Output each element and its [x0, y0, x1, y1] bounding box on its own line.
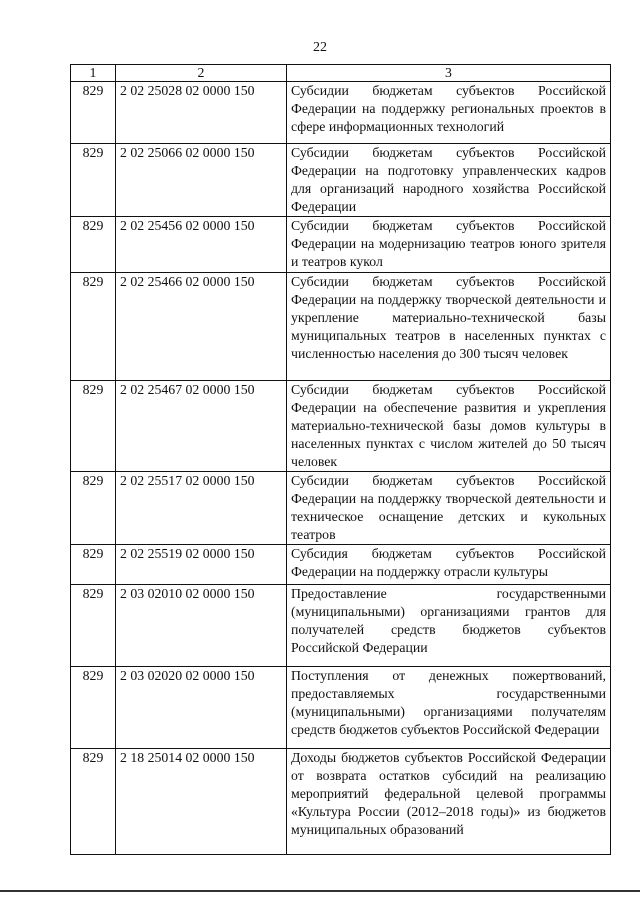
description-cell: Предоставление государственными (муниципальными) организациями грантов для получателей средств бюджетов субъектов Российской Федерации: [287, 585, 611, 667]
table-row: [71, 381, 611, 472]
column-header-2: 2: [116, 65, 287, 82]
admin-code-cell: 829: [71, 585, 116, 667]
description-cell: Поступления от денежных пожертвований, предоставляемых государственными (муниципальными) организациями получателям средств бюджетов субъектов Российской Федерации: [287, 667, 611, 749]
description-cell: Субсидии бюджетам субъектов Российской Федерации на поддержку творческой деятельности и техническое оснащение детских и кукольных театров: [287, 472, 611, 545]
budget-code-cell: 2 02 25456 02 0000 150: [116, 217, 287, 273]
budget-code-cell: 2 02 25066 02 0000 150: [116, 144, 287, 217]
description-cell: Доходы бюджетов субъектов Российской Федерации от возврата остатков субсидий на реализацию мероприятий федеральной целевой программы «Культура России (2012–2018 годы)» из бюджетов муниципальных образований: [287, 749, 611, 855]
admin-code-cell: 829: [71, 144, 116, 217]
description-cell: Субсидии бюджетам субъектов Российской Федерации на подготовку управленческих кадров для организаций народного хозяйства Российской Федерации: [287, 144, 611, 217]
budget-code-cell: 2 02 25517 02 0000 150: [116, 472, 287, 545]
budget-table: [70, 64, 611, 855]
column-header-1: 1: [71, 65, 116, 82]
budget-code-cell: 2 02 25519 02 0000 150: [116, 545, 287, 585]
table-row: [71, 82, 611, 144]
admin-code-cell: 829: [71, 749, 116, 855]
budget-code-cell: 2 18 25014 02 0000 150: [116, 749, 287, 855]
scan-edge-line: [0, 890, 640, 892]
page-number: 22: [313, 40, 327, 55]
budget-code-cell: 2 02 25028 02 0000 150: [116, 82, 287, 144]
admin-code-cell: 829: [71, 545, 116, 585]
table-row: [71, 144, 611, 217]
description-cell: Субсидия бюджетам субъектов Российской Федерации на поддержку отрасли культуры: [287, 545, 611, 585]
admin-code-cell: 829: [71, 273, 116, 381]
table-row: [71, 273, 611, 381]
description-cell: Субсидии бюджетам субъектов Российской Федерации на обеспечение развития и укрепления материально-технической базы домов культуры в населенных пунктах с числом жителей до 50 тысяч человек: [287, 381, 611, 472]
table-row: [71, 545, 611, 585]
column-header-3: 3: [287, 65, 611, 82]
budget-code-cell: 2 02 25467 02 0000 150: [116, 381, 287, 472]
table-row: [71, 585, 611, 667]
table-row: [71, 472, 611, 545]
admin-code-cell: 829: [71, 381, 116, 472]
description-cell: Субсидии бюджетам субъектов Российской Федерации на поддержку региональных проектов в сфере информационных технологий: [287, 82, 611, 144]
description-cell: Субсидии бюджетам субъектов Российской Федерации на модернизацию театров юного зрителя и театров кукол: [287, 217, 611, 273]
budget-code-cell: 2 02 25466 02 0000 150: [116, 273, 287, 381]
admin-code-cell: 829: [71, 82, 116, 144]
table-row: [71, 667, 611, 749]
description-cell: Субсидии бюджетам субъектов Российской Федерации на поддержку творческой деятельности и укрепление материально-технической базы муниципальных театров в населенных пунктах с численностью населения до 300 тысяч человек: [287, 273, 611, 381]
budget-code-cell: 2 03 02020 02 0000 150: [116, 667, 287, 749]
admin-code-cell: 829: [71, 472, 116, 545]
table-row: [71, 749, 611, 855]
admin-code-cell: 829: [71, 667, 116, 749]
table-row: [71, 217, 611, 273]
budget-code-cell: 2 03 02010 02 0000 150: [116, 585, 287, 667]
admin-code-cell: 829: [71, 217, 116, 273]
table-header-row: [71, 65, 611, 82]
